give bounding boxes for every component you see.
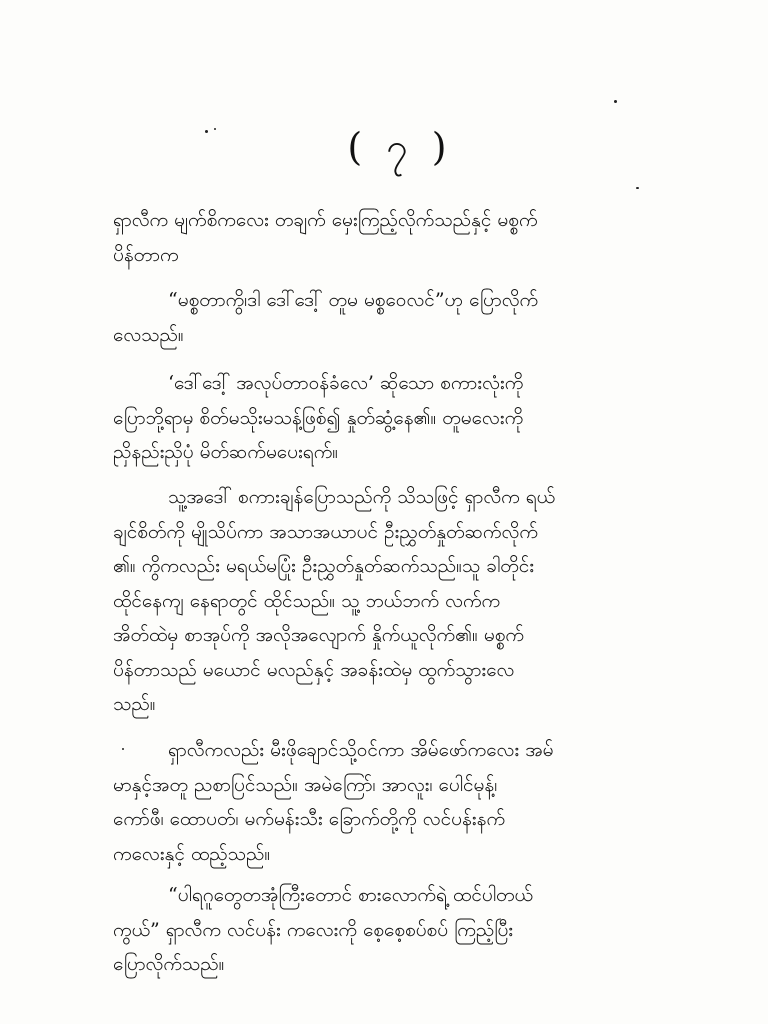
text-line: လေသည်။ <box>113 323 184 346</box>
paragraph <box>113 733 665 871</box>
paragraph <box>113 366 665 470</box>
scan-speck <box>636 187 639 189</box>
text-line: ကော်ဖီ၊ ထောပတ်၊ မက်မန်းသီး ခြောက်တို့ကို လင်ပန်းနက် <box>113 808 506 830</box>
text-line: သူ့အဒေါ် စကားချန်ပြောသည်ကို သိသဖြင့် ရှာလီက ရယ် <box>168 486 556 508</box>
paragraph <box>113 878 665 982</box>
text-line: ထိုင်နေကျ နေရာတွင် ထိုင်သည်။ သူ့ ဘယ်ဘက် လက်က <box>113 589 501 612</box>
paragraph <box>113 480 665 722</box>
text-line: ပြောလိုက်သည်။ <box>113 953 225 975</box>
paragraph <box>113 203 665 272</box>
text-line: ရှာလီက မျက်စိကလေး တချက် မှေးကြည့်လိုက်သည်နှင့် မစ္စက် <box>113 209 538 231</box>
text-line: ညှိနည်းညှိပုံ မိတ်ဆက်မပေးရက်။ <box>113 441 339 463</box>
scan-speck <box>614 100 617 103</box>
text-line: ၏။ ကွိကလည်း မရယ်မပြုံး ဦးညွှတ်နှုတ်ဆက်သည်။သူ ခါတိုင်း <box>113 555 535 577</box>
text-line: ချင်စိတ်ကို မျိုသိပ်ကာ အသာအယာပင် ဦးညွှတ်နှုတ်ဆက်လိုက် <box>113 520 538 543</box>
text-line: “ပါရဂူတွေတအုံကြီးတောင် စားလောက်ရဲ့ ထင်ပါတယ် <box>168 884 533 906</box>
text-line: “မစ္စတာကွိ၊ဒါ ဒေါ်ဒေါ့် တူမ မစ္စဝေလင်”ဟု ပြောလိုက် <box>168 289 539 311</box>
text-line: မာနှင့်အတူ ညစာပြင်သည်။ အမဲကြော်၊ အာလူး၊ ပေါင်မုန့်၊ <box>113 773 498 796</box>
text-line: အိတ်ထဲမှ စာအုပ်ကို အလိုအလျောက် နှိုက်ယူလိုက်၏။ မစ္စက် <box>113 624 524 646</box>
page-number: ( ၇ ) <box>347 125 453 169</box>
text-line: ကလေးနှင့် ထည့်သည်။ <box>113 842 271 865</box>
text-line: ရှာလီကလည်း မီးဖိုချောင်သို့ဝင်ကာ အိမ်ဖော်ကလေး အမ် <box>168 739 554 761</box>
text-line: ‘ဒေါ်ဒေါ့် အလုပ်တာဝန်ခံလေ’ ဆိုသော စကားလုံးကို <box>168 372 524 394</box>
text-line: ပြောဘို့ရာမှ စိတ်မသိုးမသန့်ဖြစ်၍ နှုတ်ဆွံ့နေ၏။ တူမလေးကို <box>113 406 524 429</box>
text-line: သည်။ <box>113 693 156 715</box>
text-line: ကွယ်” ရှာလီက လင်ပန်း ကလေးကို စေ့စေ့စပ်စပ် ကြည့်ပြီး <box>113 918 514 941</box>
text-line: ပိန်တာက <box>113 243 179 266</box>
text-line: ပိန်တာသည် မယောင် မလည်နှင့် အခန်းထဲမှ ထွက်သွားလေ <box>113 658 515 681</box>
paragraph <box>113 283 665 352</box>
